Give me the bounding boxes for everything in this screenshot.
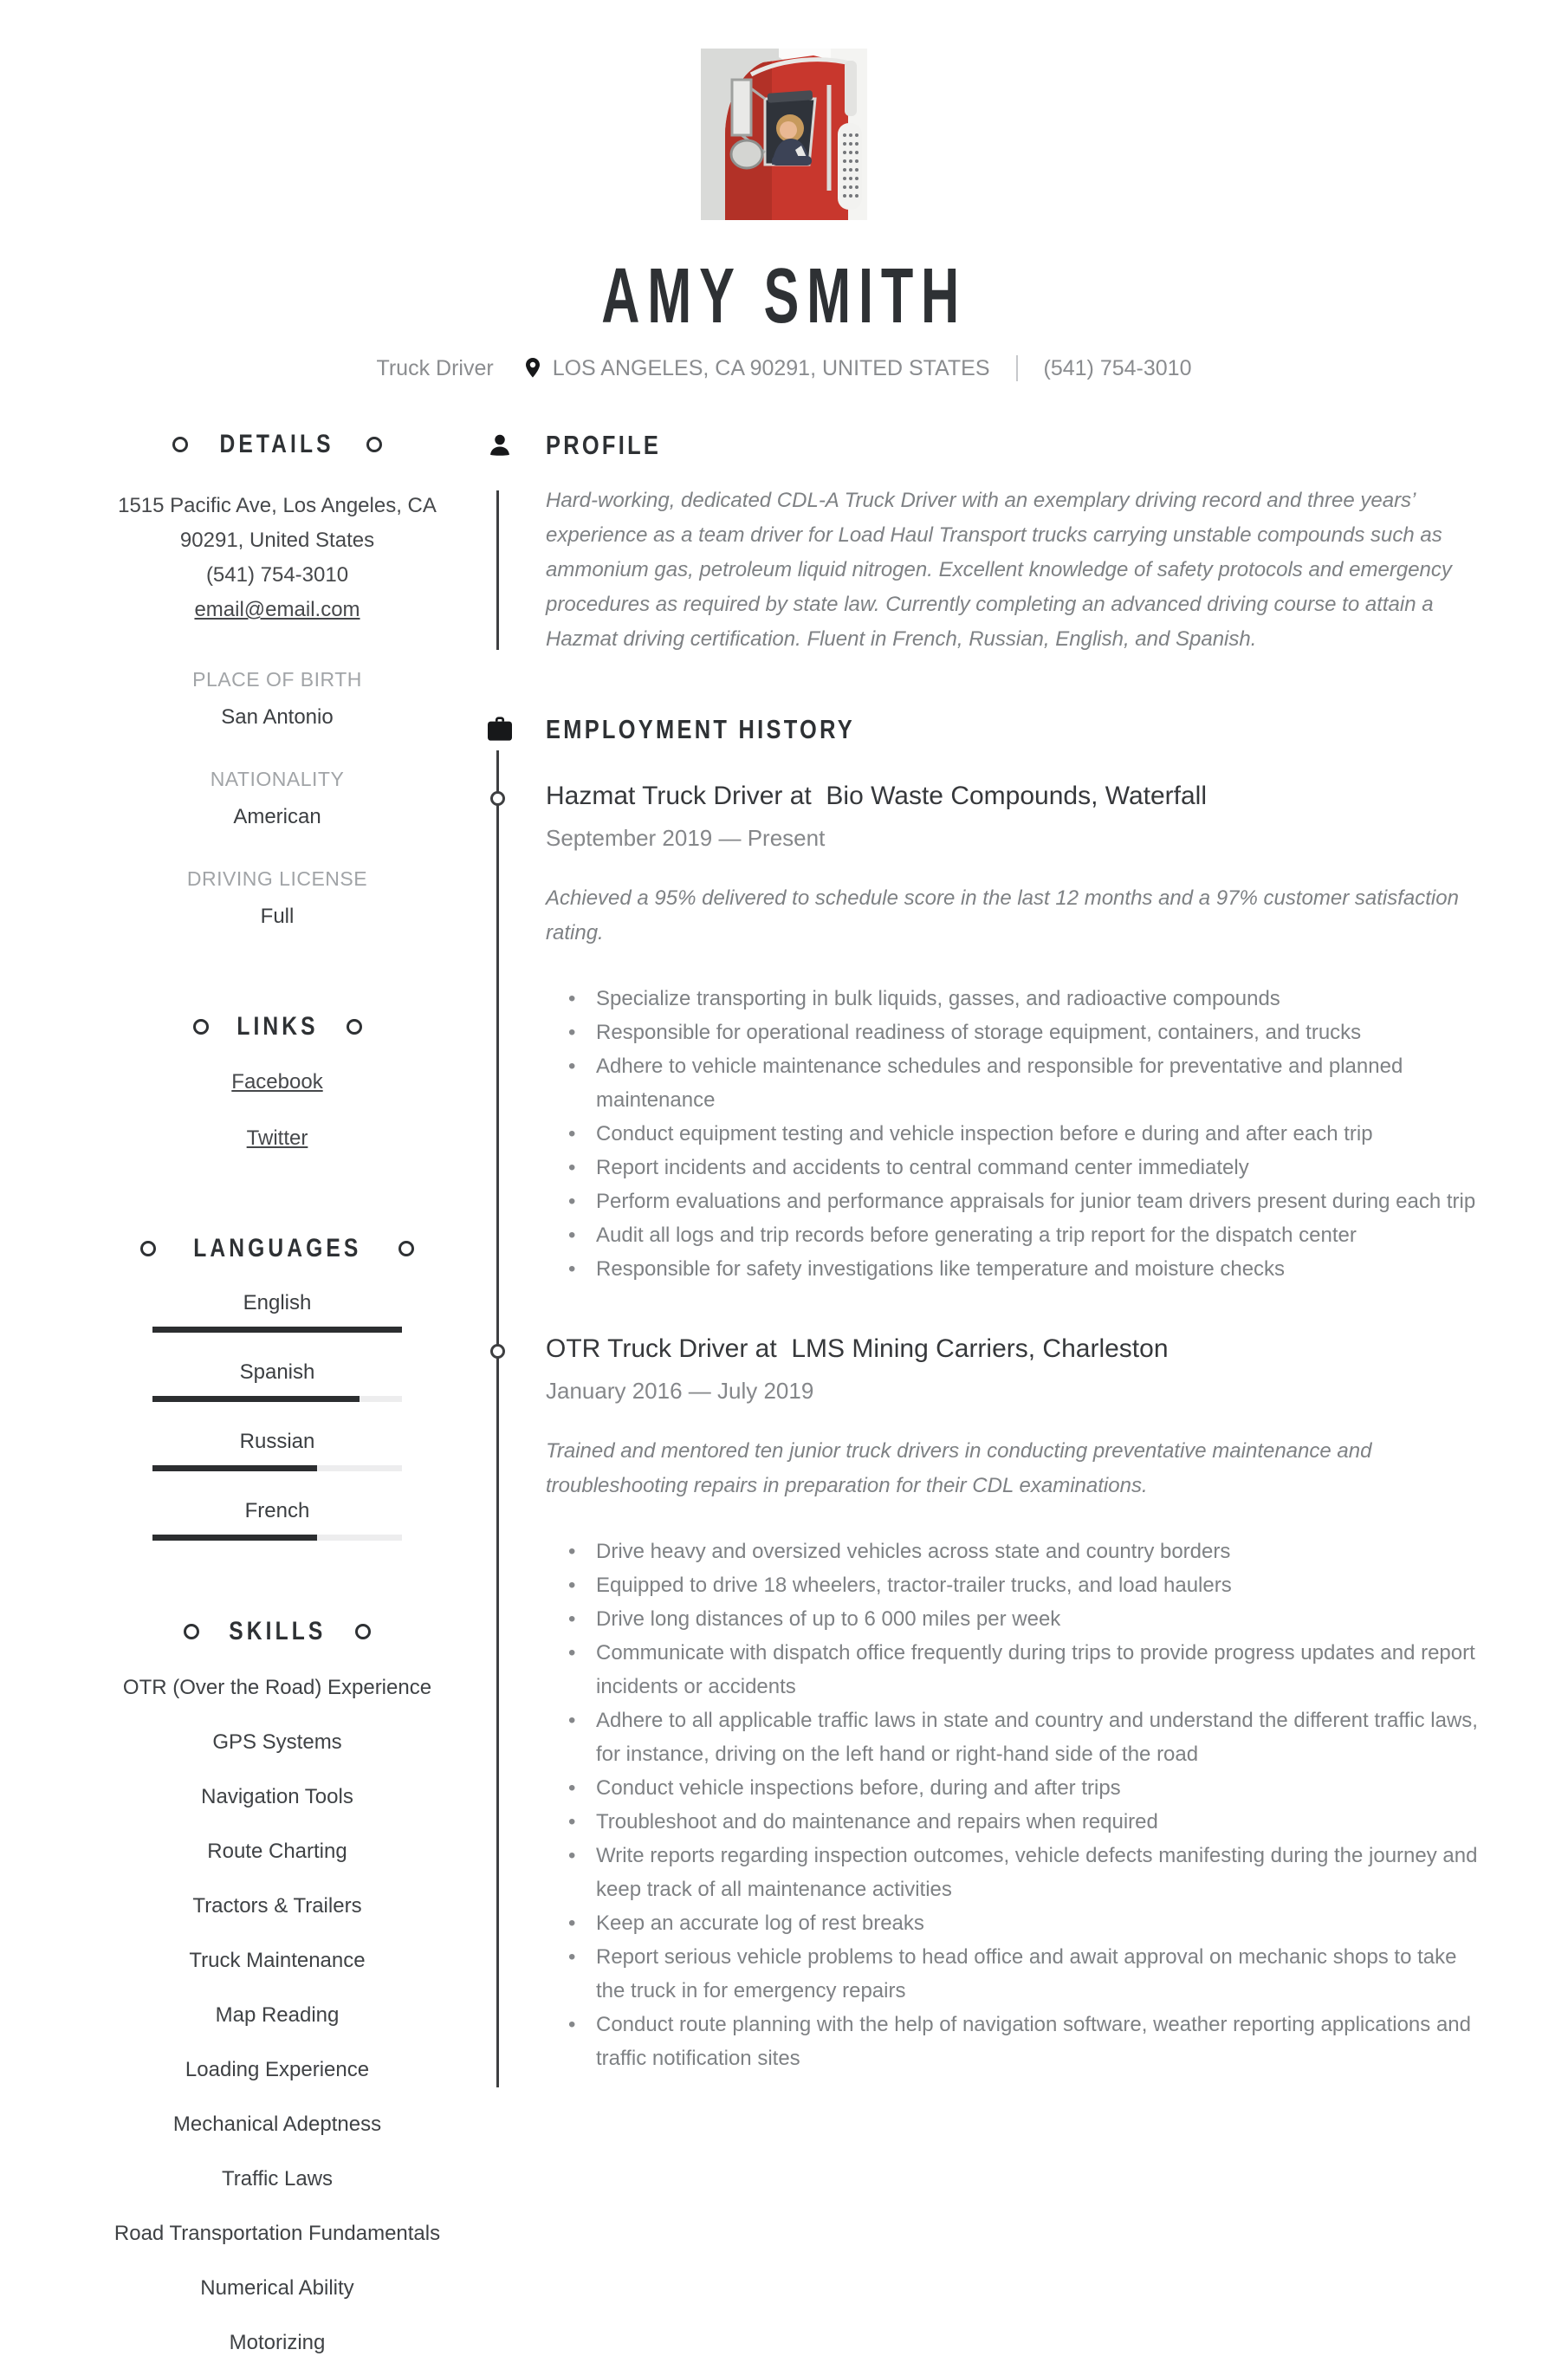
language-level-bar xyxy=(152,1535,317,1541)
job-bullet: • Troubleshoot and do maintenance and repairs when required xyxy=(546,1805,1485,1839)
job-bullet: • Drive long distances of up to 6 000 miles per week xyxy=(546,1602,1485,1636)
job-bullet: • Report incidents and accidents to central command center immediately xyxy=(546,1151,1485,1184)
language-level-bar xyxy=(152,1327,402,1333)
resume-page xyxy=(0,49,1568,2354)
job-bullet: • Report serious vehicle problems to head office and await approval on mechanic shops to take the truck in for emergency repairs xyxy=(546,1940,1485,2008)
language-name: English xyxy=(243,1291,312,1314)
language-name: Spanish xyxy=(239,1360,315,1384)
skill-item: Tractors & Trailers xyxy=(192,1894,362,1918)
detail-field-label: PLACE OF BIRTH xyxy=(192,668,362,691)
skill-item: Road Transportation Fundamentals xyxy=(113,2222,441,2245)
detail-field-value: Full xyxy=(260,905,295,928)
detail-field-label: NATIONALITY xyxy=(210,768,345,790)
profile-section xyxy=(485,430,1485,657)
truck-photo-illustration xyxy=(701,49,867,220)
social-link[interactable]: Twitter xyxy=(246,1126,308,1150)
location-pin-icon xyxy=(523,357,542,380)
skills-heading xyxy=(81,1617,473,1646)
ring-icon xyxy=(355,1624,371,1639)
skill-item: Traffic Laws xyxy=(221,2167,334,2190)
job-entry-title: OTR Truck Driver at LMS Mining Carriers, Charleston xyxy=(546,1334,1169,1363)
skill-item: Loading Experience xyxy=(185,2058,370,2081)
language-name: Russian xyxy=(239,1430,315,1453)
job-entry-dates: September 2019 — Present xyxy=(546,825,826,851)
language-level-track xyxy=(152,1396,402,1402)
job-bullet: • Keep an accurate log of rest breaks xyxy=(546,1906,1485,1940)
briefcase-icon xyxy=(485,717,515,743)
skills-heading-label: SKILLS xyxy=(228,1617,327,1645)
skill-item: Navigation Tools xyxy=(201,1785,353,1808)
ring-icon xyxy=(366,437,382,452)
job-bullet: • Conduct vehicle inspections before, during and after trips xyxy=(546,1771,1485,1805)
ring-icon xyxy=(193,1019,209,1035)
job-bullet-list xyxy=(546,1535,1485,2075)
main-column xyxy=(485,430,1485,2075)
timeline-marker-icon xyxy=(490,791,505,806)
subtitle-divider xyxy=(1016,355,1018,381)
job-bullet: • Adhere to all applicable traffic laws in state and country and understand the different traffic laws, for instance, driving on the left hand or right-hand side of the road xyxy=(546,1704,1485,1771)
job-entry-dates: January 2016 — July 2019 xyxy=(546,1378,814,1404)
job-bullet: • Specialize transporting in bulk liquids, gasses, and radioactive compounds xyxy=(546,982,1485,1016)
job-bullet: • Audit all logs and trip records before generating a trip report for the dispatch center xyxy=(546,1218,1485,1252)
job-entry-title: Hazmat Truck Driver at Bio Waste Compounds, Waterfall xyxy=(546,782,1208,810)
skill-item: Mechanical Adeptness xyxy=(172,2113,382,2136)
person-icon xyxy=(485,432,515,458)
detail-field xyxy=(81,768,473,829)
skill-item: Route Charting xyxy=(207,1840,347,1863)
skill-item: OTR (Over the Road) Experience xyxy=(122,1676,432,1699)
profile-title: PROFILE xyxy=(546,430,662,460)
social-link[interactable]: Facebook xyxy=(231,1070,323,1094)
profile-text: Hard-working, dedicated CDL-A Truck Driver with an exemplary driving record and three years’ experience as a team driver for Load Haul Transport trucks carrying unstable compounds such as ammonium gas, petroleum liquid nitrogen. Excellent knowledge of safety protocols and emergency procedures as required by state law. Currently completing an advanced driving course to attain a Hazmat driving certification. Fluent in French, Russian, English, and Spanish. xyxy=(546,489,1452,651)
links-list xyxy=(81,1069,473,1154)
job-bullet: • Conduct equipment testing and vehicle inspection before e during and after each trip xyxy=(546,1117,1485,1151)
ring-icon xyxy=(184,1624,199,1639)
detail-field-value: San Antonio xyxy=(221,705,334,729)
ring-icon xyxy=(398,1241,414,1256)
skill-item: Numerical Ability xyxy=(200,2276,354,2300)
ring-icon xyxy=(172,437,188,452)
skill-item: Truck Maintenance xyxy=(189,1949,366,1972)
ring-icon xyxy=(347,1019,362,1035)
detail-field-value: American xyxy=(233,805,321,828)
language-item xyxy=(81,1430,473,1471)
language-item xyxy=(81,1499,473,1541)
skills-section xyxy=(81,1617,473,2356)
location-text: LOS ANGELES, CA 90291, UNITED STATES xyxy=(552,355,990,380)
details-heading-label: DETAILS xyxy=(219,430,335,458)
detail-field xyxy=(81,867,473,929)
job-bullet: • Responsible for safety investigations like temperature and moisture checks xyxy=(546,1252,1485,1286)
languages-list xyxy=(81,1291,473,1541)
details-heading xyxy=(81,430,473,459)
profile-photo xyxy=(701,49,867,220)
language-level-track xyxy=(152,1465,402,1471)
phone-text: (541) 754-3010 xyxy=(1043,355,1192,380)
skill-item: GPS Systems xyxy=(212,1730,342,1754)
job-bullet: • Adhere to vehicle maintenance schedules and responsible for preventative and planned maintenance xyxy=(546,1049,1485,1117)
job-entry-summary: Achieved a 95% delivered to schedule score in the last 12 months and a 97% customer satisfaction rating. xyxy=(546,886,1459,944)
email-link[interactable]: email@email.com xyxy=(194,598,360,621)
job-bullet: • Drive heavy and oversized vehicles across state and country borders xyxy=(546,1535,1485,1568)
language-level-track xyxy=(152,1535,402,1541)
languages-section xyxy=(81,1234,473,1541)
language-level-bar xyxy=(152,1465,317,1471)
employment-title: EMPLOYMENT HISTORY xyxy=(546,714,856,744)
link-row xyxy=(81,1126,473,1154)
job-entry xyxy=(485,1334,1485,2075)
sidebar-phone-text: (541) 754-3010 xyxy=(205,563,349,587)
job-entry xyxy=(485,782,1485,1286)
language-item xyxy=(81,1291,473,1333)
detail-field xyxy=(81,668,473,730)
timeline-marker-icon xyxy=(490,1344,505,1359)
detail-fields xyxy=(81,668,473,929)
links-section xyxy=(81,1012,473,1154)
language-name: French xyxy=(244,1499,310,1522)
details-section xyxy=(81,430,473,929)
ring-icon xyxy=(140,1241,156,1256)
employment-section xyxy=(485,714,1485,2075)
jobs-timeline xyxy=(485,782,1485,2075)
language-item xyxy=(81,1360,473,1402)
address-text: 1515 Pacific Ave, Los Angeles, CA 90291, United States xyxy=(118,494,437,552)
language-level-track xyxy=(152,1327,402,1333)
links-heading xyxy=(81,1012,473,1042)
links-heading-label: LINKS xyxy=(236,1012,319,1041)
skill-item: Motorizing xyxy=(229,2331,326,2354)
job-bullet: • Conduct route planning with the help of navigation software, weather reporting applications and traffic notification sites xyxy=(546,2008,1485,2075)
timeline-line xyxy=(496,490,499,650)
job-title-text: Truck Driver xyxy=(376,355,494,380)
job-entry-summary: Trained and mentored ten junior truck drivers in conducting preventative maintenance and troubleshooting repairs in preparation for their CDL examinations. xyxy=(546,1439,1372,1497)
skill-item: Map Reading xyxy=(215,2003,340,2027)
languages-heading-label: LANGUAGES xyxy=(192,1234,362,1262)
job-bullet-list xyxy=(546,982,1485,1286)
job-bullet: • Responsible for operational readiness of storage equipment, containers, and trucks xyxy=(546,1016,1485,1049)
job-bullet: • Communicate with dispatch office frequently during trips to provide progress updates and report incidents or accidents xyxy=(546,1636,1485,1704)
job-bullet: • Write reports regarding inspection outcomes, vehicle defects manifesting during the journey and keep track of all maintenance activities xyxy=(546,1839,1485,1906)
job-bullet: • Equipped to drive 18 wheelers, tractor-trailer trucks, and load haulers xyxy=(546,1568,1485,1602)
detail-field-label: DRIVING LICENSE xyxy=(186,867,368,890)
job-bullet: • Perform evaluations and performance appraisals for junior team drivers present during each trip xyxy=(546,1184,1485,1218)
contact-bar xyxy=(0,355,1568,381)
employment-header xyxy=(485,714,1485,745)
candidate-name: AMY SMITH xyxy=(601,253,967,340)
languages-heading xyxy=(81,1234,473,1263)
link-row xyxy=(81,1069,473,1098)
language-level-bar xyxy=(152,1396,360,1402)
sidebar xyxy=(81,430,473,2356)
profile-header xyxy=(485,430,1485,461)
skills-list xyxy=(81,1675,473,2356)
